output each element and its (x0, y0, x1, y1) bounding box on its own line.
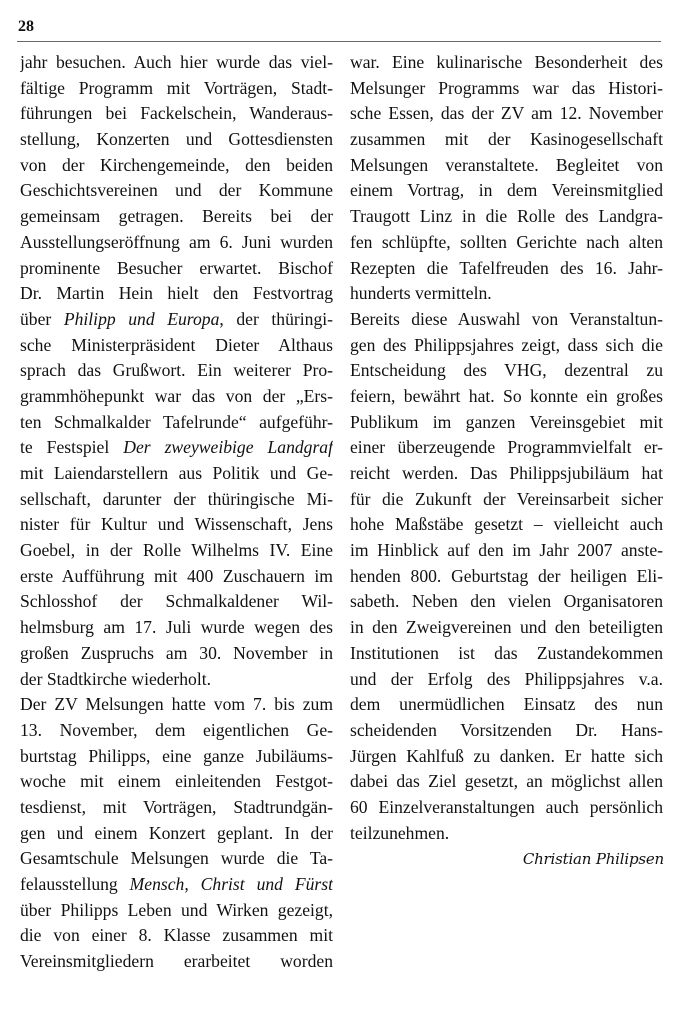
text-line (350, 769, 663, 795)
text-run: Traugott Linz in die Rolle des Landgra- (350, 206, 663, 227)
text-line (350, 204, 663, 230)
text-run: mit Laiendarstellern aus Politik und Ge- (20, 463, 333, 483)
text-line (20, 769, 333, 795)
right-column (350, 50, 663, 846)
text-line (20, 256, 333, 282)
text-run: dem unermüdlichen Einsatz des nun (350, 694, 663, 715)
text-run: Schlosshof der Schmalkaldener Wil- (20, 591, 333, 612)
text-line (20, 153, 333, 179)
text-run: Melsungen veranstaltete. Begleitet von (350, 154, 663, 175)
page-number: 28 (18, 18, 34, 35)
text-run: einer überzeugende Programmvielfalt er- (350, 437, 663, 458)
text-run: prominente Besucher erwartet. Bischof (20, 257, 333, 278)
text-line (20, 923, 333, 949)
text-run: hunderts vermitteln. (350, 283, 492, 304)
text-line (350, 435, 663, 461)
text-line (350, 615, 663, 641)
left-column (20, 50, 333, 975)
text-run: feiern, bewährt hat. So konnte ein großes (350, 385, 663, 406)
text-line (350, 76, 663, 102)
text-line (20, 667, 333, 693)
text-run: dabei das Ziel gesetzt, an möglichst allen (350, 771, 663, 792)
text-line (350, 230, 663, 256)
text-line (350, 641, 663, 667)
text-line (350, 333, 663, 359)
text-line (20, 846, 333, 872)
text-run: sche Essen, das der ZV am 12. November (350, 103, 663, 124)
text-line (350, 512, 663, 538)
text-run: Ausstellungseröffnung am 6. Juni wurden (20, 231, 333, 252)
text-run: reicht werden. Das Philippsjubiläum hat (350, 463, 663, 483)
text-run: scheidenden Vorsitzenden Dr. Hans- (350, 719, 663, 740)
italic-title: Der zweyweibige Landgraf (123, 437, 333, 458)
text-run: hohe Maßstäbe gesetzt – vielleicht auch (350, 514, 663, 535)
text-line (20, 230, 333, 256)
text-run: henden 800. Geburtstag der heiligen Eli- (350, 565, 663, 586)
text-run: zusammen mit der Kasinogesellschaft (350, 129, 663, 150)
text-run: Der ZV Melsungen hatte vom 7. bis zum (20, 694, 333, 715)
text-line (350, 718, 663, 744)
text-run: Bereits diese Auswahl von Veranstaltun- (350, 308, 663, 329)
text-line (20, 512, 333, 538)
text-run: war. Eine kulinarische Besonderheit des (350, 52, 663, 72)
text-run: burtstag Philipps, eine ganze Jubiläums- (20, 745, 333, 766)
text-line (20, 795, 333, 821)
text-line (20, 589, 333, 615)
text-run: Jürgen Kahlfuß zu danken. Er hatte sich (350, 745, 663, 766)
text-run: Gesamtschule Melsungen wurde die Ta- (20, 848, 333, 869)
text-run: 13. November, dem eigentlichen Ge- (20, 719, 333, 740)
text-line (20, 307, 333, 333)
text-run: für die Zukunft der Vereinsarbeit sicher (350, 488, 663, 509)
text-line (350, 564, 663, 590)
text-line (20, 718, 333, 744)
text-run: gen und einem Konzert geplant. In der (20, 822, 333, 843)
text-run: sprach das Grußwort. Ein weiterer Pro- (20, 360, 333, 381)
text-line (20, 461, 333, 487)
text-line (350, 178, 663, 204)
text-line (20, 50, 333, 76)
text-line (350, 538, 663, 564)
text-line (20, 101, 333, 127)
text-line (20, 641, 333, 667)
text-line (350, 821, 663, 847)
text-run: helmsburg am 17. Juli wurde wegen des (20, 617, 333, 638)
text-line (20, 692, 333, 718)
text-line (350, 667, 663, 693)
italic-title: Mensch, Christ und Fürst (129, 874, 333, 894)
text-line (20, 384, 333, 410)
text-line (20, 281, 333, 307)
text-line (350, 256, 663, 282)
text-line (20, 204, 333, 230)
text-line (350, 127, 663, 153)
text-run: jahr besuchen. Auch hier wurde das viel- (20, 52, 333, 72)
text-run: einem Vortrag, in dem Vereinsmitglied (350, 180, 663, 201)
text-run: woche mit einem einleitenden Festgot- (20, 771, 333, 792)
text-line (20, 898, 333, 924)
text-run: Dr. Martin Hein hielt den Festvortrag (20, 283, 333, 304)
text-run: in den Zweigvereinen und den beteiligten (350, 617, 663, 638)
text-run: Goebel, in der Rolle Wilhelms IV. Eine (20, 540, 333, 561)
text-run: fältige Programm mit Vorträgen, Stadt- (20, 77, 333, 98)
text-run: ten Schmalkalder Tafelrunde“ aufgeführ- (20, 411, 333, 432)
text-run: der Stadtkirche wiederholt. (20, 668, 212, 689)
text-run: die von einer 8. Klasse zusammen mit (20, 925, 333, 946)
text-line (20, 538, 333, 564)
text-run: tesdienst, mit Vorträgen, Stadtrundgän- (20, 796, 333, 817)
text-line (350, 384, 663, 410)
text-run: Rezepten die Tafelfreuden des 16. Jahr- (350, 257, 663, 278)
text-run: sche Ministerpräsident Dieter Althaus (20, 334, 333, 355)
text-run: te Festspiel (20, 437, 124, 458)
text-line (350, 281, 663, 307)
text-run: , der thüringi- (219, 308, 333, 329)
text-run: von der Kirchengemeinde, den beiden (20, 154, 333, 175)
text-line (20, 178, 333, 204)
text-line (20, 358, 333, 384)
text-line (350, 487, 663, 513)
text-run: 60 Einzelveranstaltungen auch persönlich (350, 796, 663, 817)
text-line (20, 127, 333, 153)
text-line (20, 435, 333, 461)
text-line (20, 76, 333, 102)
text-line (20, 744, 333, 770)
text-run: und der Erfolg des Philippsjahres v.a. (350, 668, 663, 689)
text-line (20, 821, 333, 847)
text-run: gemeinsam getragen. Bereits bei der (20, 206, 333, 227)
text-line (20, 564, 333, 590)
text-line (350, 101, 663, 127)
text-run: im Hinblick auf den im Jahr 2007 anste- (350, 540, 663, 561)
text-run: sellschaft, darunter der thüringische Mi- (20, 488, 333, 509)
header-rule (17, 41, 661, 42)
text-run: großen Zuspruchs am 30. November in (20, 642, 333, 663)
text-run: über (20, 308, 64, 329)
text-line (350, 358, 663, 384)
text-line (20, 872, 333, 898)
author-signature: Christian Philipsen (522, 850, 664, 868)
text-line (350, 795, 663, 821)
text-line (350, 589, 663, 615)
text-line (350, 410, 663, 436)
text-run: teilzunehmen. (350, 822, 450, 843)
text-run: sabeth. Neben den vielen Organisatoren (350, 591, 663, 612)
text-line (20, 615, 333, 641)
text-line (20, 410, 333, 436)
text-line (350, 692, 663, 718)
text-run: Melsunger Programms war das Histori- (350, 77, 663, 98)
text-run: Entscheidung des VHG, dezentral zu (350, 360, 663, 381)
text-run: Geschichtsvereinen und der Kommune (20, 180, 333, 201)
text-run: nister für Kultur und Wissenschaft, Jens (20, 514, 333, 535)
text-run: Institutionen ist das Zustandekommen (350, 642, 663, 663)
text-run: fen schlüpfte, sollten Gerichte nach alten (350, 231, 663, 252)
italic-title: Philipp und Europa (63, 308, 220, 329)
text-run: führungen bei Fackelschein, Wanderaus- (20, 103, 333, 124)
text-line (350, 744, 663, 770)
text-run: gen des Philippsjahres zeigt, dass sich die (350, 334, 663, 355)
text-line (20, 487, 333, 513)
text-line (350, 50, 663, 76)
text-run: Publikum im ganzen Vereinsgebiet mit (350, 411, 663, 432)
text-line (20, 333, 333, 359)
text-line (350, 461, 663, 487)
text-line (350, 307, 663, 333)
text-run: stellung, Konzerten und Gottesdiensten (20, 129, 333, 150)
text-run: Vereinsmitgliedern erarbeitet worden (20, 951, 333, 972)
text-run: erste Aufführung mit 400 Zuschauern im (20, 565, 333, 586)
text-run: grammhöhepunkt war das von der „Ers- (20, 385, 333, 406)
text-run: über Philipps Leben und Wirken gezeigt, (20, 899, 333, 920)
text-run: felausstellung (20, 874, 130, 894)
text-line (350, 153, 663, 179)
text-line (20, 949, 333, 975)
